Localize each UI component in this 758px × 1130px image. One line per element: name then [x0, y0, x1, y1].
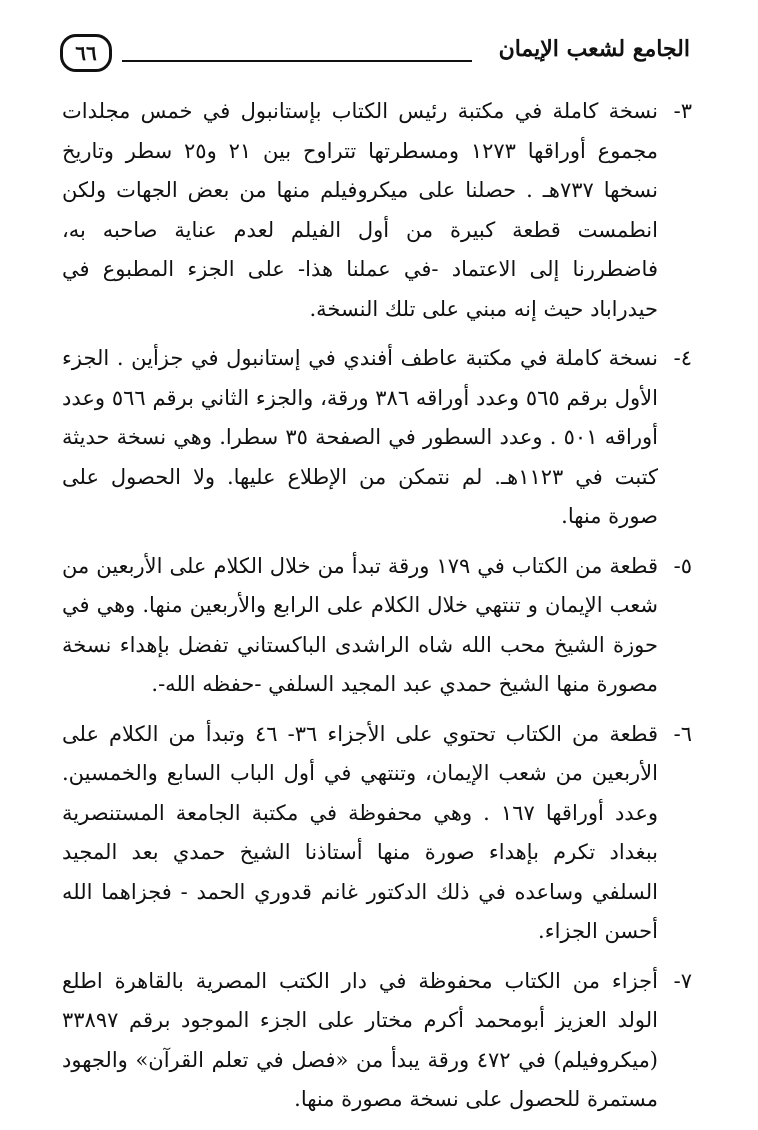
list-item-number: ٧- [673, 968, 692, 993]
list-item-text: نسخة كاملة في مكتبة رئيس الكتاب بإستانبول في خمس مجلدات مجموع أوراقها ١٢٧٣ ومسطرتها تتراوح بين ٢١ و٢٥ سطر وتاريخ نسخها ٧٣٧هـ . حصلنا على ميكروفيلم منها من بعض الجهات ولكن انطمست قطعة كبيرة من أول الفيلم لعدم عناية صاحبه به، فاضطررنا إلى الاعتماد -في عملنا هذا- على الجزء المطبوع في حيدراباد حيث إنه مبني على تلك النسخة. [62, 99, 659, 321]
header-divider [122, 60, 472, 62]
list-item [62, 339, 692, 537]
running-title: الجامع لشعب الإيمان [498, 36, 690, 62]
list-item-text: أجزاء من الكتاب محفوظة في دار الكتب المصرية بالقاهرة اطلع الولد العزيز أبومحمد أكرم مختار على الجزء الموجود برقم ٣٣٨٩٧ (ميكروفيلم) في ٤٧٢ ورقة يبدأ من «فصل في تعلم القرآن» والجهود مستمرة للحصول على نسخة مصورة منها. [62, 968, 659, 1111]
page-header [60, 34, 690, 84]
list-item [62, 547, 692, 705]
list-item-text: قطعة من الكتاب تحتوي على الأجزاء ٣٦- ٤٦ وتبدأ من الكلام على الأربعين من شعب الإيمان، وتنتهي في أول الباب السابع والخمسين. وعدد أوراقها ١٦٧ . وهي محفوظة في مكتبة الجامعة المستنصرية ببغداد تكرم بإهداء صورة منها أستاذنا الشيخ حمدي بعد المجيد السلفي وساعده في ذلك الدكتور غانم قدوري الحمد - فجزاهما الله أحسن الجزاء. [62, 721, 659, 943]
list-item-text: نسخة كاملة في مكتبة عاطف أفندي في إستانبول في جزأين . الجزء الأول برقم ٥٦٥ وعدد أوراقه ٣٨٦ ورقة، والجزء الثاني برقم ٥٦٦ وعدد أوراقه ٥٠١ . وعدد السطور في الصفحة ٣٥ سطرا. وهي نسخة حديثة كتبت في ١١٢٣هـ. لم نتمكن من الإطلاع عليها. ولا الحصول على صورة منها. [62, 346, 658, 528]
page-number: ٦٦ [60, 34, 112, 72]
list-item-number: ٥- [673, 553, 692, 578]
list-item-number: ٤- [673, 346, 692, 370]
page-body [62, 92, 692, 1130]
list-item-text: قطعة من الكتاب في ١٧٩ ورقة تبدأ من خلال الكلام على الأربعين من شعب الإيمان و تنتهي خلال الكلام على الرابع والأربعين منها. وهي في حوزة الشيخ محب الله شاه الراشدى الباكستاني تفضل بإهداء نسخة مصورة منها الشيخ حمدي عبد المجيد السلفي -حفظه الله-. [62, 553, 659, 696]
list-item-number: ٦- [673, 721, 692, 746]
list-item [62, 715, 692, 952]
list-item-number: ٣- [673, 99, 692, 123]
list-item [62, 962, 692, 1120]
list-item [62, 92, 692, 329]
